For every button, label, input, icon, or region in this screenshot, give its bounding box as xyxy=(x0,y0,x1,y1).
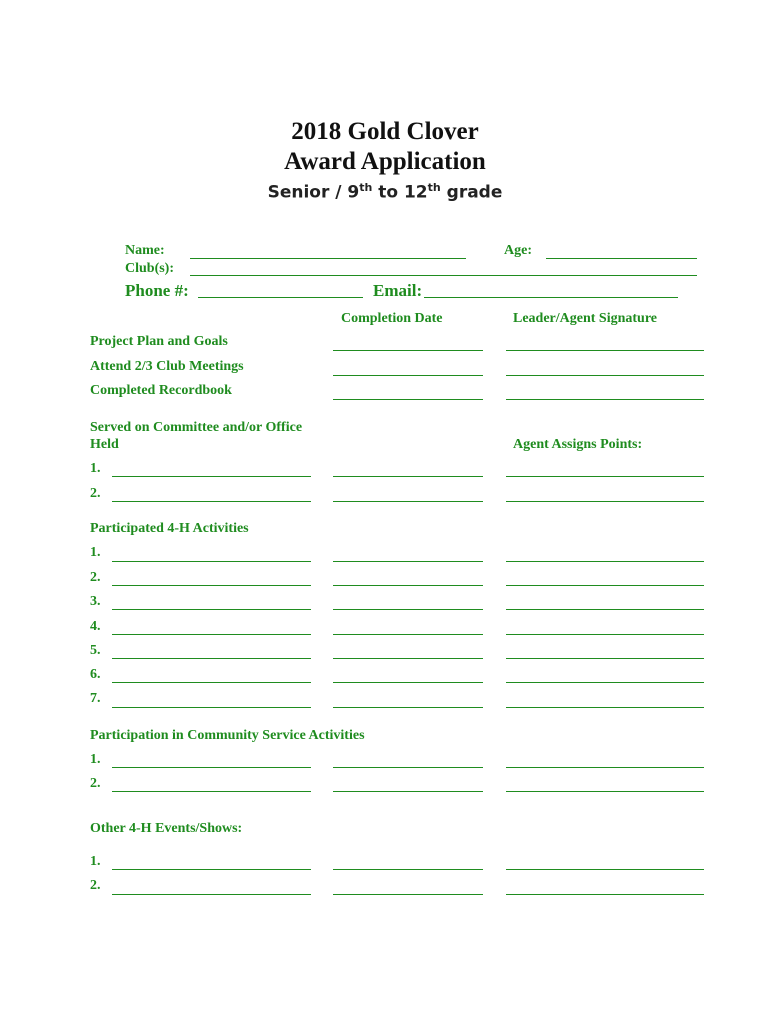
name-field[interactable] xyxy=(190,258,466,259)
activity-field[interactable] xyxy=(112,476,311,477)
list-number: 2. xyxy=(90,570,101,585)
signature-field[interactable] xyxy=(506,894,704,895)
list-number: 7. xyxy=(90,691,101,706)
completion-date-header: Completion Date xyxy=(341,311,443,326)
activity-field[interactable] xyxy=(112,609,311,610)
activity-field[interactable] xyxy=(112,634,311,635)
agent-assigns-points-header: Agent Assigns Points: xyxy=(513,437,643,452)
clubs-field[interactable] xyxy=(190,275,697,276)
committee-heading-line2: Held xyxy=(90,437,119,452)
list-number: 1. xyxy=(90,854,101,869)
signature-field[interactable] xyxy=(506,682,704,683)
date-field[interactable] xyxy=(333,869,483,870)
date-field[interactable] xyxy=(333,501,483,502)
signature-field[interactable] xyxy=(506,869,704,870)
other-events-heading: Other 4-H Events/Shows: xyxy=(90,821,243,836)
list-number: 5. xyxy=(90,643,101,658)
signature-field[interactable] xyxy=(506,399,704,400)
date-field[interactable] xyxy=(333,658,483,659)
age-label: Age: xyxy=(504,243,532,258)
date-field[interactable] xyxy=(333,585,483,586)
leader-signature-header: Leader/Agent Signature xyxy=(513,311,658,326)
activity-field[interactable] xyxy=(112,658,311,659)
date-field[interactable] xyxy=(333,894,483,895)
date-field[interactable] xyxy=(333,791,483,792)
date-field[interactable] xyxy=(333,476,483,477)
activity-field[interactable] xyxy=(112,869,311,870)
list-number: 3. xyxy=(90,594,101,609)
signature-field[interactable] xyxy=(506,501,704,502)
committee-heading-line1: Served on Committee and/or Office xyxy=(90,420,303,435)
signature-field[interactable] xyxy=(506,767,704,768)
form-title-line1: 2018 Gold Clover xyxy=(291,118,479,145)
phone-field[interactable] xyxy=(198,297,363,298)
phone-label: Phone #: xyxy=(125,281,189,300)
list-number: 1. xyxy=(90,545,101,560)
community-service-heading: Participation in Community Service Activities xyxy=(90,728,365,743)
requirement-project-plan: Project Plan and Goals xyxy=(90,334,228,349)
email-field[interactable] xyxy=(424,297,678,298)
activity-field[interactable] xyxy=(112,707,311,708)
list-number: 6. xyxy=(90,667,101,682)
signature-field[interactable] xyxy=(506,561,704,562)
activity-field[interactable] xyxy=(112,682,311,683)
activity-field[interactable] xyxy=(112,894,311,895)
date-field[interactable] xyxy=(333,561,483,562)
list-number: 2. xyxy=(90,776,101,791)
activity-field[interactable] xyxy=(112,561,311,562)
list-number: 4. xyxy=(90,619,101,634)
activity-field[interactable] xyxy=(112,585,311,586)
clubs-label: Club(s): xyxy=(125,261,175,276)
list-number: 1. xyxy=(90,461,101,476)
form-title-line2: Award Application xyxy=(284,148,486,175)
form-subtitle: Senior / 9th to 12th grade xyxy=(267,181,503,203)
date-field[interactable] xyxy=(333,707,483,708)
signature-field[interactable] xyxy=(506,609,704,610)
signature-field[interactable] xyxy=(506,707,704,708)
signature-field[interactable] xyxy=(506,791,704,792)
email-label: Email: xyxy=(373,281,423,300)
signature-field[interactable] xyxy=(506,634,704,635)
requirement-club-meetings: Attend 2/3 Club Meetings xyxy=(90,359,244,374)
requirement-recordbook: Completed Recordbook xyxy=(90,383,232,398)
date-field[interactable] xyxy=(333,609,483,610)
date-field[interactable] xyxy=(333,682,483,683)
signature-field[interactable] xyxy=(506,350,704,351)
activity-field[interactable] xyxy=(112,767,311,768)
activities-heading: Participated 4-H Activities xyxy=(90,521,249,536)
date-field[interactable] xyxy=(333,634,483,635)
date-field[interactable] xyxy=(333,350,483,351)
date-field[interactable] xyxy=(333,399,483,400)
age-field[interactable] xyxy=(546,258,697,259)
activity-field[interactable] xyxy=(112,501,311,502)
date-field[interactable] xyxy=(333,375,483,376)
signature-field[interactable] xyxy=(506,658,704,659)
signature-field[interactable] xyxy=(506,375,704,376)
list-number: 2. xyxy=(90,486,101,501)
activity-field[interactable] xyxy=(112,791,311,792)
signature-field[interactable] xyxy=(506,476,704,477)
signature-field[interactable] xyxy=(506,585,704,586)
list-number: 1. xyxy=(90,752,101,767)
date-field[interactable] xyxy=(333,767,483,768)
name-label: Name: xyxy=(125,243,165,258)
list-number: 2. xyxy=(90,878,101,893)
